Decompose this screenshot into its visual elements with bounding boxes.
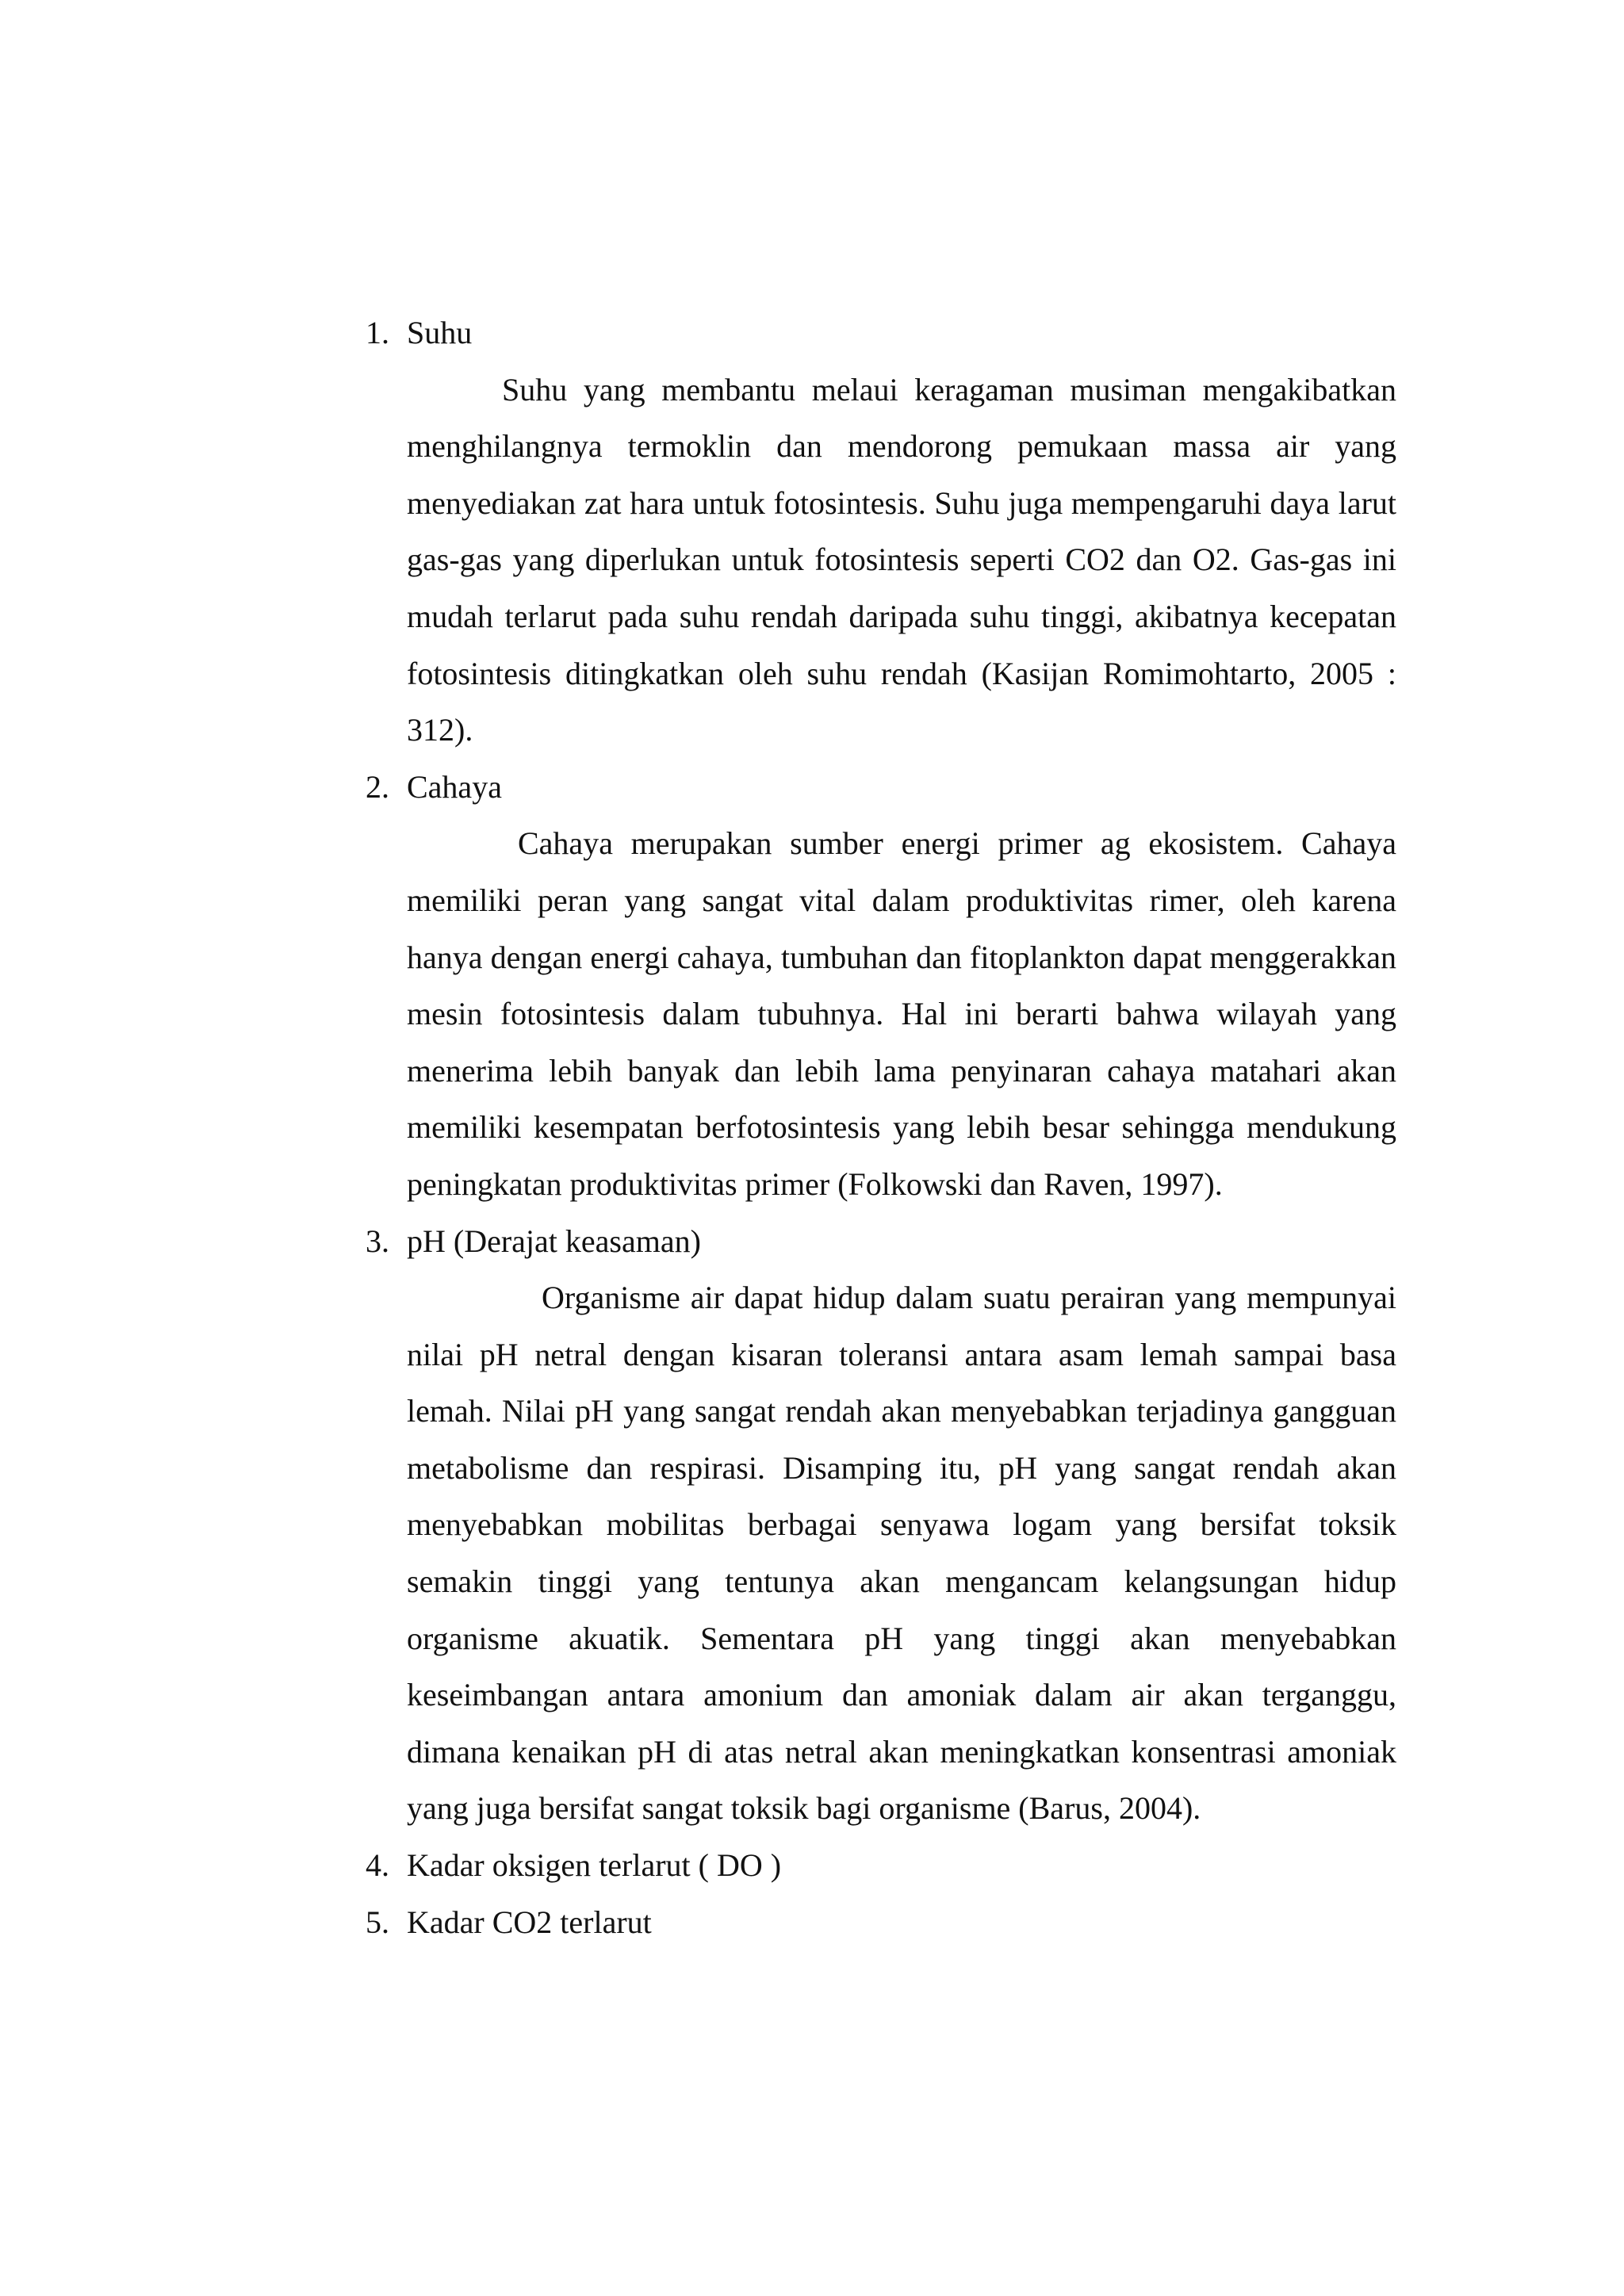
section-number: 1. [366, 315, 389, 350]
section-co2 [366, 1894, 1396, 1951]
section-title: Suhu [407, 315, 473, 350]
section-do [366, 1837, 1396, 1894]
section-suhu [366, 304, 1396, 759]
section-heading [366, 1213, 1396, 1270]
section-number: 4. [366, 1847, 389, 1884]
section-paragraph: Suhu yang membantu melaui keragaman musiman mengakibatkan menghilangnya termoklin dan mendorong pemukaan massa air yang menyediakan zat hara untuk fotosintesis. Suhu juga mempengaruhi daya larut gas-gas yang diperlukan untuk fotosintesis seperti CO2 dan O2. Gas-gas ini mudah terlarut pada suhu rendah daripada suhu tinggi, akibatnya kecepatan fotosintesis ditingkatkan oleh suhu rendah (Kasijan Romimohtarto, 2005 : 312). [407, 371, 1396, 748]
section-cahaya [366, 759, 1396, 1213]
section-heading [366, 1837, 1396, 1894]
section-paragraph: Cahaya merupakan sumber energi primer ag ekosistem. Cahaya memiliki peran yang sangat vital dalam produktivitas rimer, oleh karena hanya dengan energi cahaya, tumbuhan dan fitoplankton dapat menggerakkan mesin fotosintesis dalam tubuhnya. Hal ini berarti bahwa wilayah yang menerima lebih banyak dan lebih lama penyinaran cahaya matahari akan memiliki kesempatan berfotosintesis yang lebih besar sehingga mendukung peningkatan produktivitas primer (Folkowski dan Raven, 1997). [407, 825, 1396, 1202]
section-heading [366, 759, 1396, 816]
document-body [366, 304, 1396, 1950]
section-number: 3. [366, 1223, 389, 1259]
section-title: Cahaya [407, 768, 502, 805]
section-paragraph: Organisme air dapat hidup dalam suatu perairan yang mempunyai nilai pH netral dengan kisaran toleransi antara asam lemah sampai basa lemah. Nilai pH yang sangat rendah akan menyebabkan terjadinya gangguan metabolisme dan respirasi. Disamping itu, pH yang sangat rendah akan menyebabkan mobilitas berbagai senyawa logam yang bersifat toksik semakin tinggi yang tentunya akan mengancam kelangsungan hidup organisme akuatik. Sementara pH yang tinggi akan menyebabkan keseimbangan antara amonium dan amoniak dalam air akan terganggu, dimana kenaikan pH di atas netral akan meningkatkan konsentrasi amoniak yang juga bersifat sangat toksik bagi organisme (Barus, 2004). [407, 1280, 1396, 1827]
section-heading [366, 1894, 1396, 1951]
section-title: Kadar CO2 terlarut [407, 1904, 652, 1940]
section-number: 2. [366, 768, 389, 805]
section-number: 5. [366, 1904, 389, 1940]
section-title: Kadar oksigen terlarut ( DO ) [407, 1847, 782, 1884]
section-title: pH (Derajat keasaman) [407, 1223, 701, 1259]
section-ph [366, 1213, 1396, 1838]
section-heading [366, 304, 1396, 362]
